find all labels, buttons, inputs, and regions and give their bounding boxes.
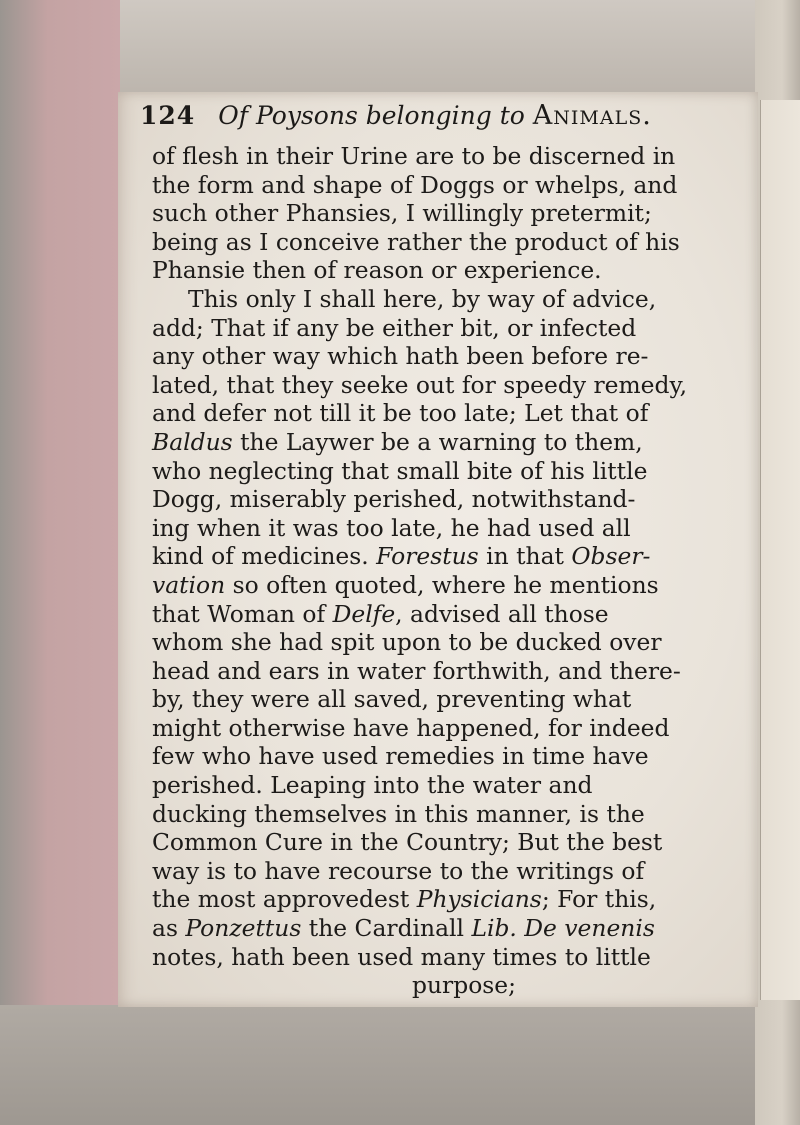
text-line [152,657,752,686]
running-head-caps: Animals. [532,100,652,131]
text-run: notes, hath been used many times to little [152,942,651,971]
text-line [152,885,752,914]
running-head-text: Of Poysons belonging to [218,101,525,130]
text-line [152,742,752,771]
italic-text: Baldus [152,427,233,456]
body-text [152,142,752,1000]
italic-text: Physicians [416,885,542,914]
adjacent-page-edge [760,100,800,1000]
text-line [152,428,752,457]
text-run: being as I conceive rather the product of his [152,227,680,256]
text-line [152,171,752,200]
text-run: whom she had spit upon to be ducked over [152,628,662,657]
photo-backdrop-left [0,0,120,1125]
text-run: might otherwise have happened, for indeed [152,713,670,742]
text-line [152,600,752,629]
text-line [152,571,752,600]
text-line [152,943,752,972]
text-run: the Laywer be a warning to them, [232,427,643,456]
text-line [152,971,752,1000]
text-line [152,485,752,514]
book-page [118,92,758,1007]
text-line [152,285,752,314]
text-line [152,142,752,171]
text-run: the form and shape of Doggs or whelps, and [152,170,678,199]
text-run: Dogg, miserably perished, notwithstand- [152,485,636,514]
text-line [152,199,752,228]
running-head [218,101,652,130]
text-run: ducking themselves in this manner, is the [152,799,645,828]
text-run: lated, that they seeke out for speedy remedy, [152,370,688,399]
text-run: so often quoted, where he mentions [225,570,659,599]
text-run: way is to have recourse to the writings of [152,856,645,885]
text-run: add; That if any be either bit, or infected [152,313,637,342]
text-run: kind of medicines. [152,542,377,571]
text-line [152,342,752,371]
photo-backdrop-top [0,0,800,95]
text-line [152,399,752,428]
italic-text: Delfe [332,599,396,628]
page-number: 124 [140,101,196,130]
italic-text: Lib. De venenis [471,914,655,943]
italic-text: vation [152,570,226,599]
text-run: head and ears in water forthwith, and there- [152,656,681,685]
text-line [152,314,752,343]
text-run: any other way which hath been before re- [152,342,649,371]
text-run: that Woman of [152,599,333,628]
italic-text: Obser- [571,542,651,571]
text-run: the most approvedest [152,885,417,914]
text-line [152,685,752,714]
text-line [152,800,752,829]
text-run: perished. Leaping into the water and [152,771,593,800]
text-run: Phansie then of reason or experience. [152,256,602,285]
text-run: such other Phansies, I willingly pretermit; [152,199,652,228]
italic-text: Ponzettus [185,914,302,943]
text-line [152,771,752,800]
text-line [152,228,752,257]
text-run: who neglecting that small bite of his little [152,456,648,485]
text-line [152,371,752,400]
text-run: ing when it was too late, he had used all [152,513,631,542]
text-line [152,714,752,743]
text-line [152,514,752,543]
text-line [152,857,752,886]
text-run: Common Cure in the Country; But the best [152,828,663,857]
text-run: few who have used remedies in time have [152,742,649,771]
text-run: This only I shall here, by way of advice, [188,284,657,313]
text-line [152,542,752,571]
text-run: by, they were all saved, preventing what [152,685,632,714]
text-line [152,457,752,486]
text-run: purpose; [412,971,517,1000]
text-run: ; For this, [541,885,657,914]
text-run: in that [478,542,572,571]
text-line [152,628,752,657]
text-run: , advised all those [395,599,609,628]
text-line [152,914,752,943]
italic-text: Forestus [376,542,479,571]
text-run: the Cardinall [301,914,472,943]
text-run: of flesh in their Urine are to be discerned in [152,142,676,170]
text-line [152,256,752,285]
text-run: as [152,914,186,943]
text-run: and defer not till it be too late; Let that of [152,399,649,428]
page-header [140,100,740,140]
photo-backdrop-bottom [0,1005,800,1125]
text-line [152,828,752,857]
